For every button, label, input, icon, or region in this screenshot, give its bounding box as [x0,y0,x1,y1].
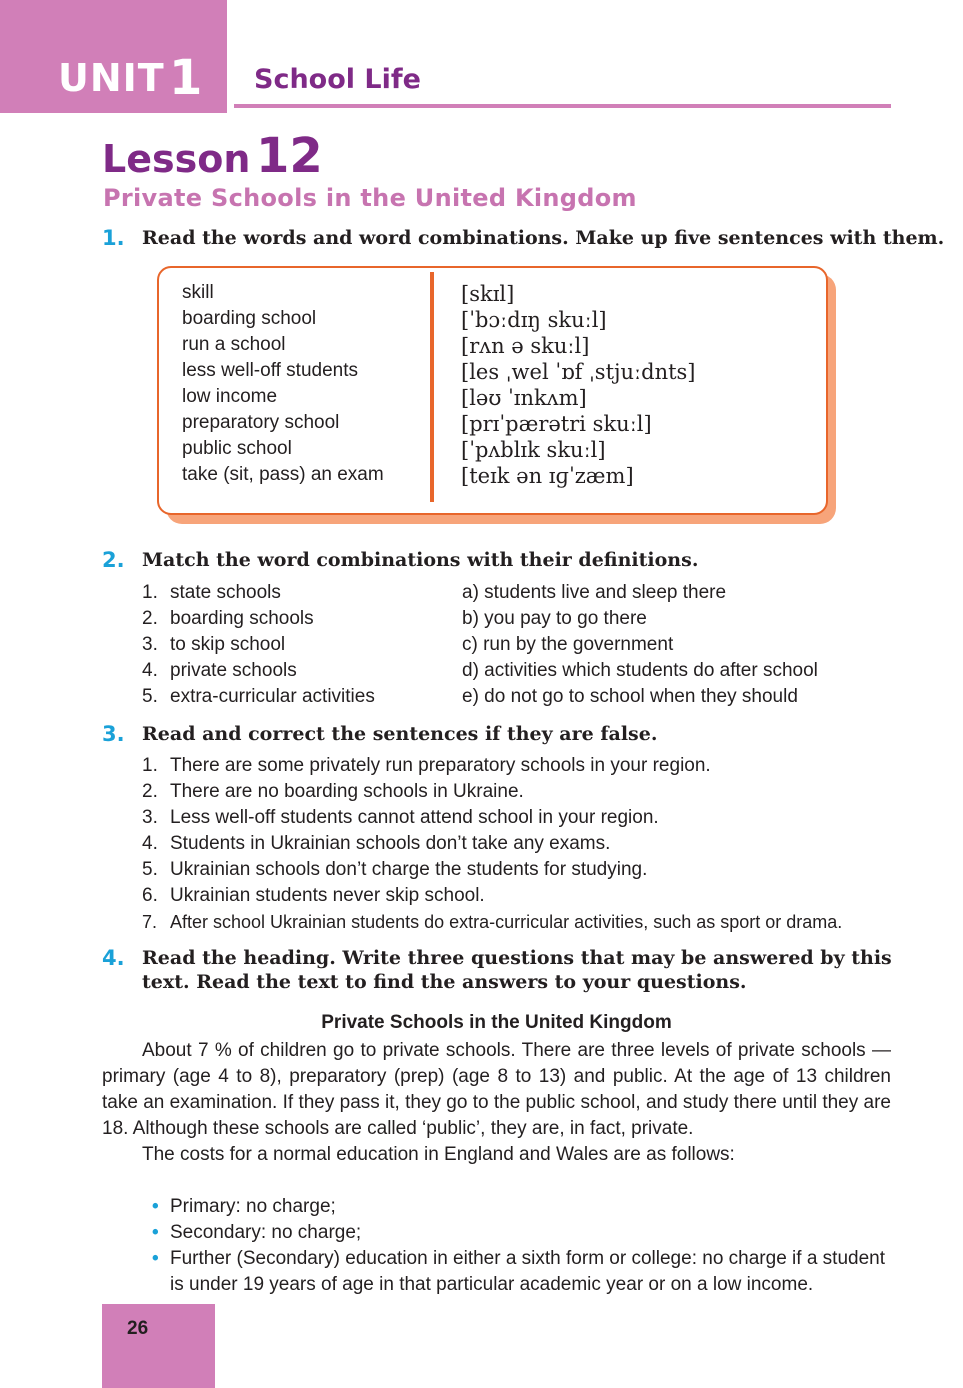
list-item: 7. After school Ukrainian students do extra-curricular activities, such as sport or drama. [142,912,843,932]
sentence-list [142,753,842,935]
vocab-word: skill [182,282,214,303]
exercise-1-number: 1. [102,226,125,250]
exercise-1-instruction: Read the words and word combinations. Make up five sentences with them. [142,227,945,249]
vocab-transcription: [teɪk ən ɪɡˈzæm] [461,464,634,488]
list-item: • Secondary: no charge; [152,1220,891,1246]
vocab-word: take (sit, pass) an exam [182,464,384,485]
unit-word: UNIT [58,56,165,100]
vocab-word: less well-off students [182,360,359,381]
reading-title: Private Schools in the United Kingdom [321,1012,672,1033]
exercise-4-instruction-line-2: text. Read the text to find the answers to your questions. [142,971,747,993]
reading-paragraph-2: The costs for a normal education in England and Wales are as follows: [142,1144,735,1165]
list-item: 1. state schools [142,582,281,603]
unit-banner [0,0,227,113]
vocab-transcription: [ˈpʌblɪk skuːl] [461,438,606,462]
lesson-word: Lesson [102,137,251,181]
vocab-transcription: [ˈbɔːdɪŋ skuːl] [461,308,607,332]
cost-bullet-list [152,1194,891,1298]
lesson-subtitle: Private Schools in the United Kingdom [103,184,637,212]
list-item: c) run by the government [462,634,674,655]
exercise-4-number: 4. [102,946,125,970]
unit-title: School Life [254,64,421,95]
list-item: 2. There are no boarding schools in Ukraine. [142,781,524,802]
bullet-icon: • [152,1248,159,1269]
list-item: 3. Less well-off students cannot attend school in your region. [142,807,659,828]
vocab-transcription: [skɪl] [461,282,515,306]
exercise-2-instruction: Match the word combinations with their definitions. [142,549,699,571]
page-number: 26 [127,1318,149,1339]
list-item: 5. Ukrainian schools don’t charge the students for studying. [142,859,648,880]
bullet-icon: • [152,1222,159,1243]
exercise-3-instruction: Read and correct the sentences if they are false. [142,723,658,745]
header-divider [234,104,891,108]
term-list [142,580,375,710]
list-item: a) students live and sleep there [462,582,727,603]
list-item: 5. extra-curricular activities [142,686,375,707]
list-item: 3. to skip school [142,634,286,655]
list-item: b) you pay to go there [462,608,647,629]
vocab-word: run a school [182,334,286,355]
list-item: • Primary: no charge; [152,1194,891,1220]
list-item: 4. private schools [142,660,297,681]
vocab-divider [430,272,434,502]
lesson-number: 12 [255,128,323,184]
exercise-3-number: 3. [102,722,125,746]
vocab-word: preparatory school [182,412,340,433]
exercise-2-number: 2. [102,548,125,572]
list-item: 2. boarding schools [142,608,314,629]
exercise-4-instruction-line-1: Read the heading. Write three questions that may be answered by this [142,947,892,969]
vocab-transcription: [rʌn ə skuːl] [461,334,590,358]
list-item: d) activities which students do after school [462,660,818,681]
definition-list [462,580,818,710]
vocab-word-list [182,280,384,488]
reading-paragraph-1: About 7 % of children go to private schools. There are three levels of private schools — primary (age 4 to 8), preparatory (prep) (age 8 to 13) and public. At the age of 13 children take an examination. If they pass it, they go to the public school, and study there until they are 18. Although these schools are called ‘public’, they are, in fact, private. [102,1040,891,1139]
page-number-box [102,1304,215,1388]
list-item: 4. Students in Ukrainian schools don’t take any exams. [142,833,611,854]
list-item: 1. There are some privately run preparatory schools in your region. [142,755,711,776]
bullet-icon: • [152,1196,159,1217]
list-item: e) do not go to school when they should [462,686,798,707]
list-item: • Further (Secondary) education in either a sixth form or college: no charge if a student is under 19 years of age in that particular academic year or on a low income. [152,1248,885,1295]
vocab-word: boarding school [182,308,317,329]
unit-number: 1 [169,50,203,106]
vocab-transcription: [prɪˈpærətri skuːl] [461,412,652,436]
vocab-word: low income [182,386,278,407]
vocab-transcription: [les ˌwel ˈɒf ˌstjuːdnts] [461,360,696,384]
vocab-transcription: [ləʊ ˈɪnkʌm] [461,386,587,410]
lesson-title [102,128,323,184]
list-item: 6. Ukrainian students never skip school. [142,885,485,906]
vocab-transcription-list [461,281,696,489]
vocab-word: public school [182,438,292,459]
